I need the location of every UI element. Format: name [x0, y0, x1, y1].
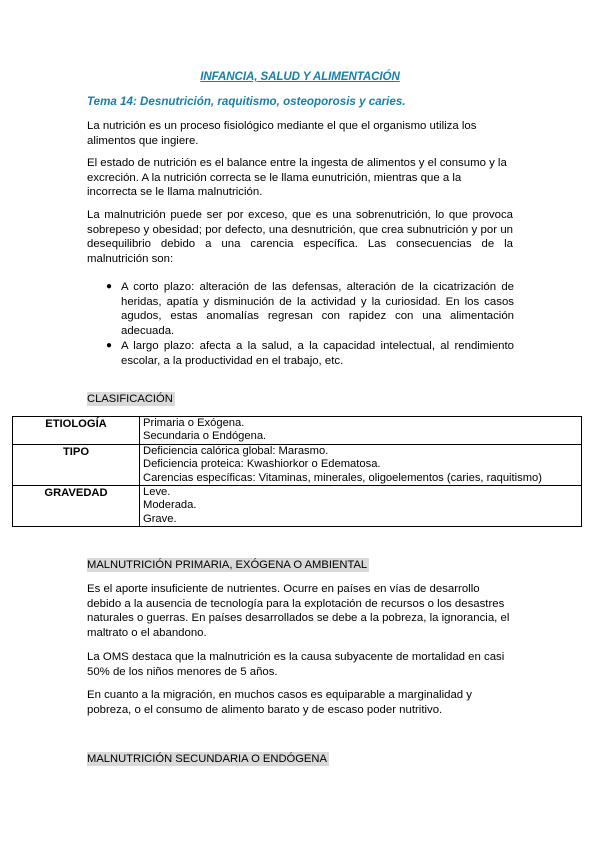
section-heading-clasificacion: CLASIFICACIÓN [87, 393, 173, 405]
bullet-icon: ● [106, 281, 113, 292]
row-label: GRAVEDAD [13, 486, 140, 527]
intro-paragraph-2: El estado de nutrición es el balance entre la ingesta de alimentos y el consumo y la excreción. A la nutrición correcta se le llama eunutrición, mientras que a la incorrecta se le llama malnutrición. [87, 157, 507, 198]
primary-paragraph-1: Es el aporte insuficiente de nutrientes. Ocurre en países en vías de desarrollo debido a la ausencia de tecnología para la explotación de recursos o los desastres naturales o guerras. En países desarrollados se debe a la pobreza, la ignorancia, el maltrato o el abandono. [87, 583, 510, 639]
bullet-text: A corto plazo: alteración de las defensas, alteración de la cicatrización de heridas, apatía y disminución de la actividad y la curiosidad. En los casos agudos, estas anomalías regresan con rapidez con una alimentación adecuada. [121, 281, 514, 338]
bullet-icon: ● [106, 339, 113, 351]
primary-paragraph-2: La OMS destaca que la malnutrición es la causa subyacente de mortalidad en casi 50% de los niños menores de 5 años. [87, 651, 505, 678]
consequences-list [87, 280, 514, 368]
document-title: INFANCIA, SALUD Y ALIMENTACIÓN [200, 70, 400, 83]
section-heading-primaria: MALNUTRICIÓN PRIMARIA, EXÓGENA O AMBIENTAL [87, 559, 368, 571]
cell-line: Deficiencia proteica: Kwashiorkor o Edematosa. [143, 458, 381, 471]
table-row [13, 486, 582, 527]
row-label: ETIOLOGÍA [13, 417, 140, 445]
list-item [87, 339, 514, 368]
table-row [13, 444, 582, 485]
bullet-text: A largo plazo: afecta a la salud, a la capacidad intelectual, al rendimiento escolar, a la productividad en el trabajo, etc. [121, 339, 514, 367]
table-row [13, 417, 582, 445]
classification-table [12, 416, 582, 527]
row-label: TIPO [13, 444, 140, 485]
row-cell [140, 486, 582, 527]
cell-line: Primaria o Exógena. [143, 417, 245, 429]
intro-paragraph-3: La malnutrición puede ser por exceso, que es una sobrenutrición, lo que provoca sobrepeso y obesidad; por defecto, una desnutrición, que crea subnutrición y por un desequilibrio debido a una carencia específica. Las consecuencias de la malnutrición son: [87, 209, 513, 265]
cell-line: Leve. [143, 486, 171, 499]
topic-heading: Tema 14: Desnutrición, raquitismo, osteoporosis y caries. [87, 95, 406, 108]
cell-line: Secundaria o Endógena. [143, 430, 267, 443]
cell-line: Moderada. [143, 499, 197, 512]
list-item [87, 280, 514, 339]
cell-line: Carencias específicas: Vitaminas, minerales, oligoelementos (caries, raquitismo) [143, 471, 542, 484]
row-cell [140, 444, 582, 485]
cell-line: Grave. [143, 512, 177, 525]
section-heading-secundaria: MALNUTRICIÓN SECUNDARIA O ENDÓGENA [87, 753, 327, 765]
primary-paragraph-3: En cuanto a la migración, en muchos casos es equiparable a marginalidad y pobreza, o el consumo de alimento barato y de escaso poder nutritivo. [87, 689, 472, 716]
cell-line: Deficiencia calórica global: Marasmo. [143, 444, 329, 457]
row-cell [140, 417, 582, 445]
intro-paragraph-1: La nutrición es un proceso fisiológico mediante el que el organismo utiliza los alimentos que ingiere. [87, 120, 477, 147]
